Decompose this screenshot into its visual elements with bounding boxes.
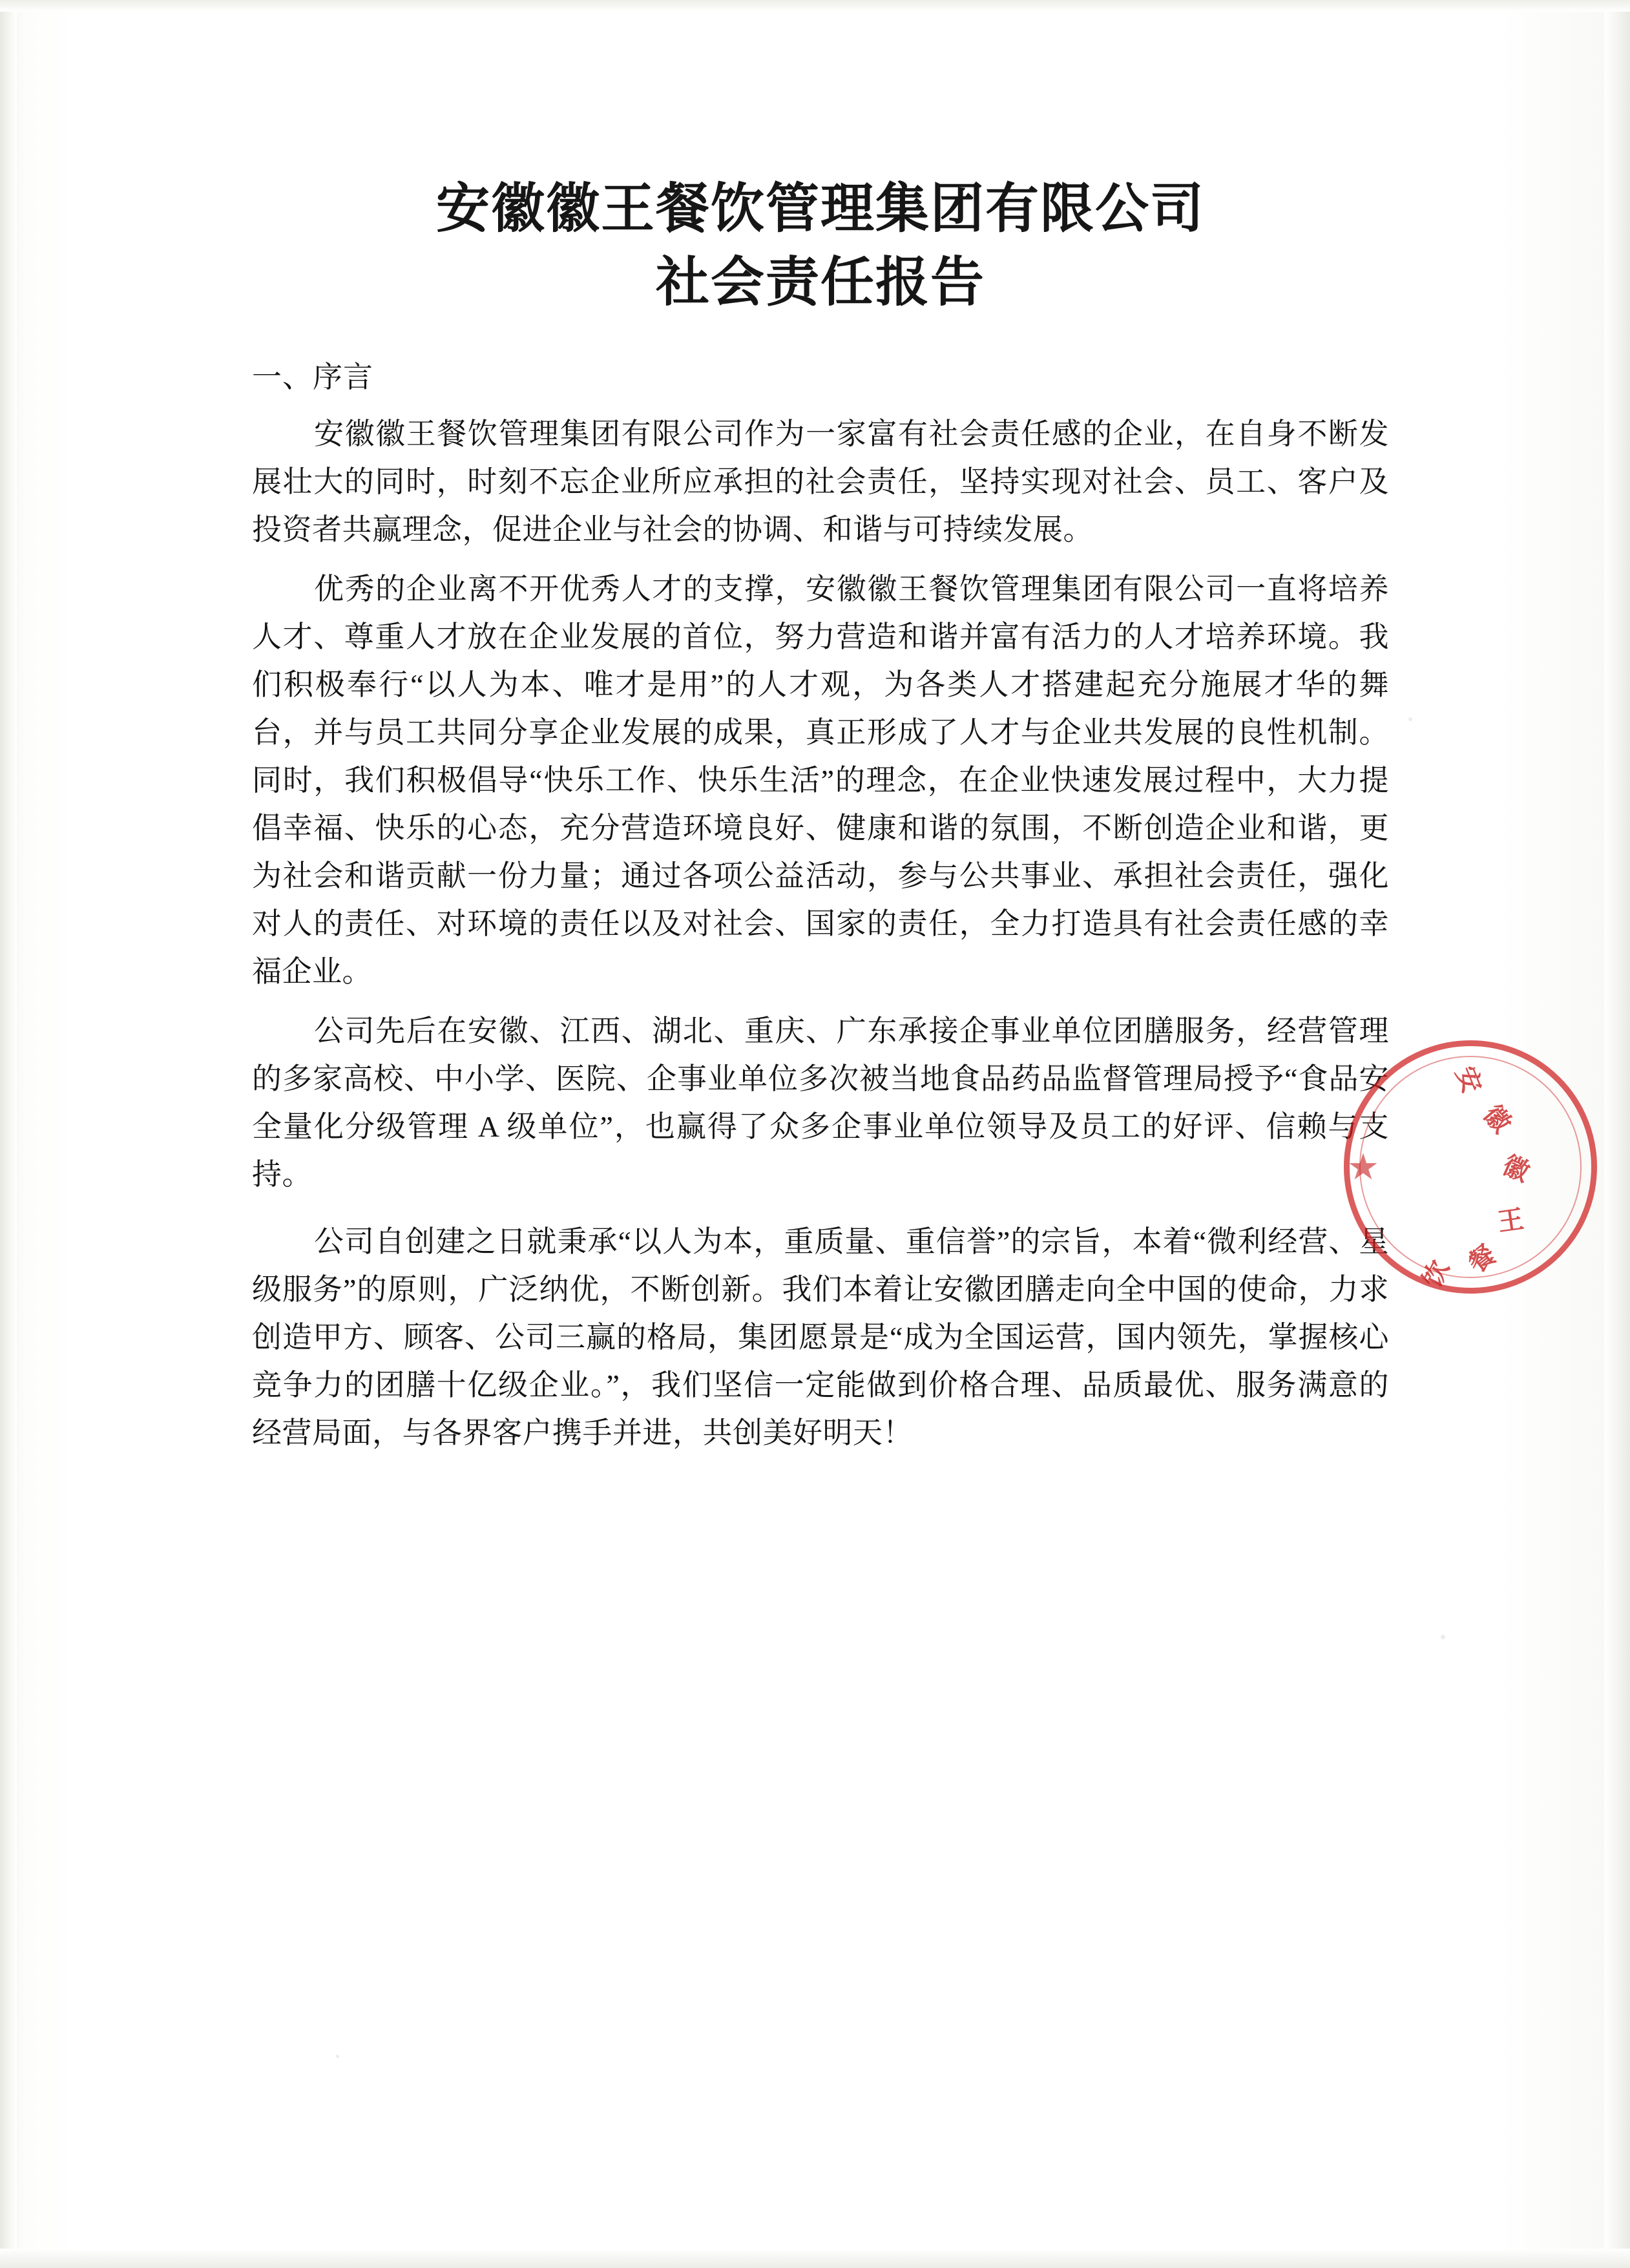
paragraph-2: 优秀的企业离不开优秀人才的支撑，安徽徽王餐饮管理集团有限公司一直将培养人才、尊重人才放在企业发展的首位，努力营造和谐并富有活力的人才培养环境。我们积极奉行“以人为本、唯才是用”的人才观，为各类人才搭建起充分施展才华的舞台，并与员工共同分享企业发展的成果，真正形成了人才与企业共发展的良性机制。同时，我们积极倡导“快乐工作、快乐生活”的理念，在企业快速发展过程中，大力提倡幸福、快乐的心态，充分营造环境良好、健康和谐的氛围，不断创造企业和谐，更为社会和谐贡献一份力量；通过各项公益活动，参与公共事业、承担社会责任，强化对人的责任、对环境的责任以及对社会、国家的责任，全力打造具有社会责任感的幸福企业。 xyxy=(252,572,1389,988)
seal-char: 餐 xyxy=(1463,1240,1501,1279)
paragraph-4: 公司自创建之日就秉承“以人为本，重质量、重信誉”的宗旨，本着“微利经营、星级服务”的原则，广泛纳优，不断创新。我们本着让安徽团膳走向全中国的使命，力求创造甲方、顾客、公司三赢的格局，集团愿景是“成为全国运营，国内领先，掌握核心竞争力的团膳十亿级企业。”，我们坚信一定能做到价格合理、品质最优、服务满意的经营局面，与各界客户携手并进，共创美好明天！ xyxy=(252,1224,1389,1449)
page-title xyxy=(252,174,1389,317)
seal-char: 安 xyxy=(1450,1062,1487,1098)
section-heading-preface: 一、序言 xyxy=(252,361,373,394)
seal-char: 王 xyxy=(1496,1204,1526,1237)
paragraph-3: 公司先后在安徽、江西、湖北、重庆、广东承接企事业单位团膳服务，经营管理的多家高校、中小学、医院、企事业单位多次被当地食品药品监督管理局授予“食品安全量化分级管理 A 级单位”，也赢得了众多企事业单位领导及员工的好评、信赖与支持。 xyxy=(252,1014,1389,1191)
seal-char: 徽 xyxy=(1478,1100,1517,1139)
seal-star-icon: ★ xyxy=(1346,1146,1380,1187)
document-body xyxy=(252,174,1389,1457)
scan-speck xyxy=(1441,1635,1445,1639)
page-edge-left xyxy=(0,0,17,2268)
page-edge-right xyxy=(1604,0,1630,2268)
scan-speck xyxy=(1408,717,1412,721)
seal-char: 饮 xyxy=(1417,1255,1455,1292)
seal-char: 徽 xyxy=(1498,1150,1534,1188)
page-edge-bottom xyxy=(0,2249,1630,2268)
page-edge-top xyxy=(0,0,1630,12)
title-line-2: 社会责任报告 xyxy=(656,252,985,313)
paragraph-1: 安徽徽王餐饮管理集团有限公司作为一家富有社会责任感的企业，在自身不断发展壮大的同时，时刻不忘企业所应承担的社会责任，坚持实现对社会、员工、客户及投资者共赢理念，促进企业与社会的协调、和谐与可持续发展。 xyxy=(252,417,1389,546)
title-line-1: 安徽徽王餐饮管理集团有限公司 xyxy=(436,178,1205,238)
scan-speck xyxy=(336,2055,339,2058)
